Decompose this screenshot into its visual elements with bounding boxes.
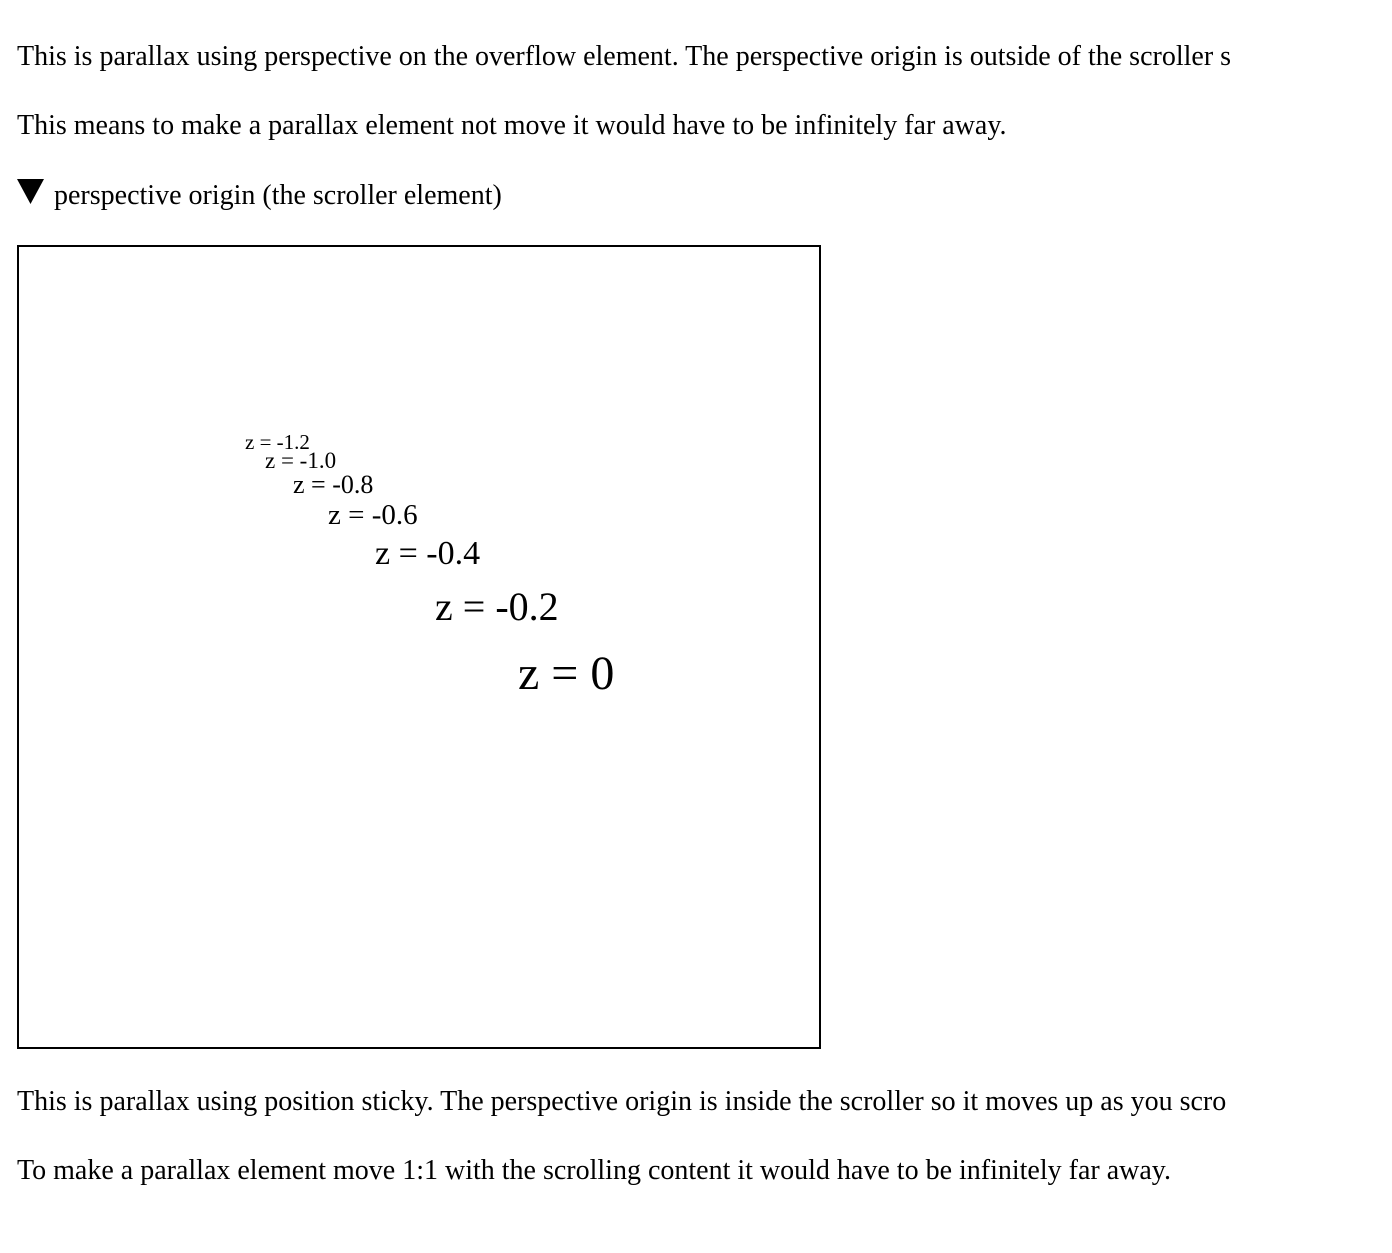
z-depth-label: z = -0.6 <box>328 499 418 531</box>
scroller-box[interactable] <box>17 245 821 1049</box>
perspective-origin-line <box>17 179 1392 212</box>
perspective-origin-label: perspective origin (the scroller element) <box>54 180 502 211</box>
intro-paragraph-line2: This means to make a parallax element not move it would have to be infinitely far away. <box>17 110 1007 141</box>
sticky-paragraph-line1: This is parallax using position sticky. The perspective origin is inside the scroller so it moves up as you scro <box>17 1086 1227 1117</box>
z-depth-label: z = -0.8 <box>293 470 374 499</box>
sticky-paragraph-line2: To make a parallax element move 1:1 with the scrolling content it would have to be infinitely far away. <box>17 1155 1171 1186</box>
z-depth-label: z = -0.2 <box>435 584 559 629</box>
z-depth-label: z = 0 <box>518 647 615 700</box>
intro-paragraph-line1: This is parallax using perspective on the overflow element. The perspective origin is outside of the scroller s <box>17 41 1232 72</box>
z-depth-label: z = -1.0 <box>265 448 337 473</box>
z-depth-label: z = -0.4 <box>375 535 481 572</box>
parallax-demo-page <box>0 41 1392 1187</box>
down-triangle-icon <box>17 179 44 212</box>
z-depth-label: z = -1.2 <box>245 430 310 454</box>
